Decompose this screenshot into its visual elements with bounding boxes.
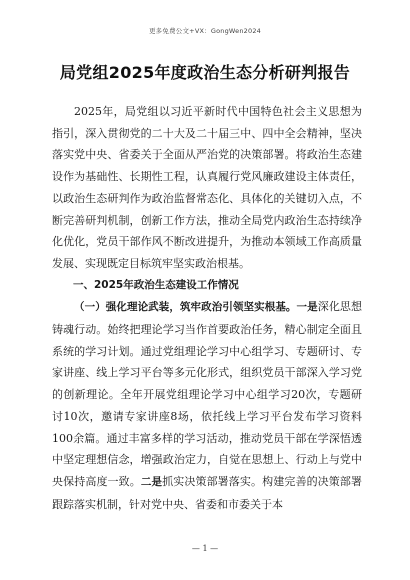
document-body [52, 101, 362, 515]
point-lead-1: 一是 [296, 301, 318, 314]
section-heading-1: 一、2025年政治生态建设工作情况 [73, 278, 239, 291]
watermark-header: 更多免费公文+VX：GongWen2024 [148, 27, 261, 35]
subsection-paragraph-1 [52, 296, 362, 515]
intro-paragraph: 2025年，局党组以习近平新时代中国特色社会主义思想为指引，深入贯彻党的二十大及二十届三中、四中全会精神，坚决落实党中央、省委关于全面从严治党的决策部署。将政治生态建设作为基础性、长期性工程，认真履行党风廉政建设主体责任，以政治生态研判作为政治监督常态化、具体化的关键切入点，不断完善研判机制，创新工作方法，推动全局党内政治生态持续净化优化，党员干部作风不断改进提升，为推动本领域工作高质量发展、实现既定目标筑牢坚实政治根基。 [52, 105, 362, 270]
document-title: 局党组2025年度政治生态分析研判报告 [59, 63, 351, 82]
page-number: — 1 — [191, 544, 219, 553]
subsection-title-1: （一）强化理论武装，筑牢政治引领坚实根基。 [74, 301, 297, 314]
point-lead-2: 二是 [140, 475, 163, 488]
point-text-2: 抓实决策部署落实。构建完善的决策部署跟踪落实机制，针对党中央、省委和市委关于本 [52, 474, 363, 511]
point-text-1: 深化思想铸魂行动。始终把理论学习当作首要政治任务，精心制定全面且系统的学习计划。通过党组理论学习中心组学习、专题研讨、专家讲座、线上学习平台等多元化形式，组织党员干部深入学习党的创新理论。全年开展党组理论学习中心组学习20次，专题研讨10次，邀请专家讲座8场，依托线上学习平台发布学习资料100余篇。通过丰富多样的学习活动，推动党员干部在学深悟透中坚定理想信念，增强政治定力，自觉在思想上、行动上与党中央保持高度一致。 [52, 300, 363, 488]
